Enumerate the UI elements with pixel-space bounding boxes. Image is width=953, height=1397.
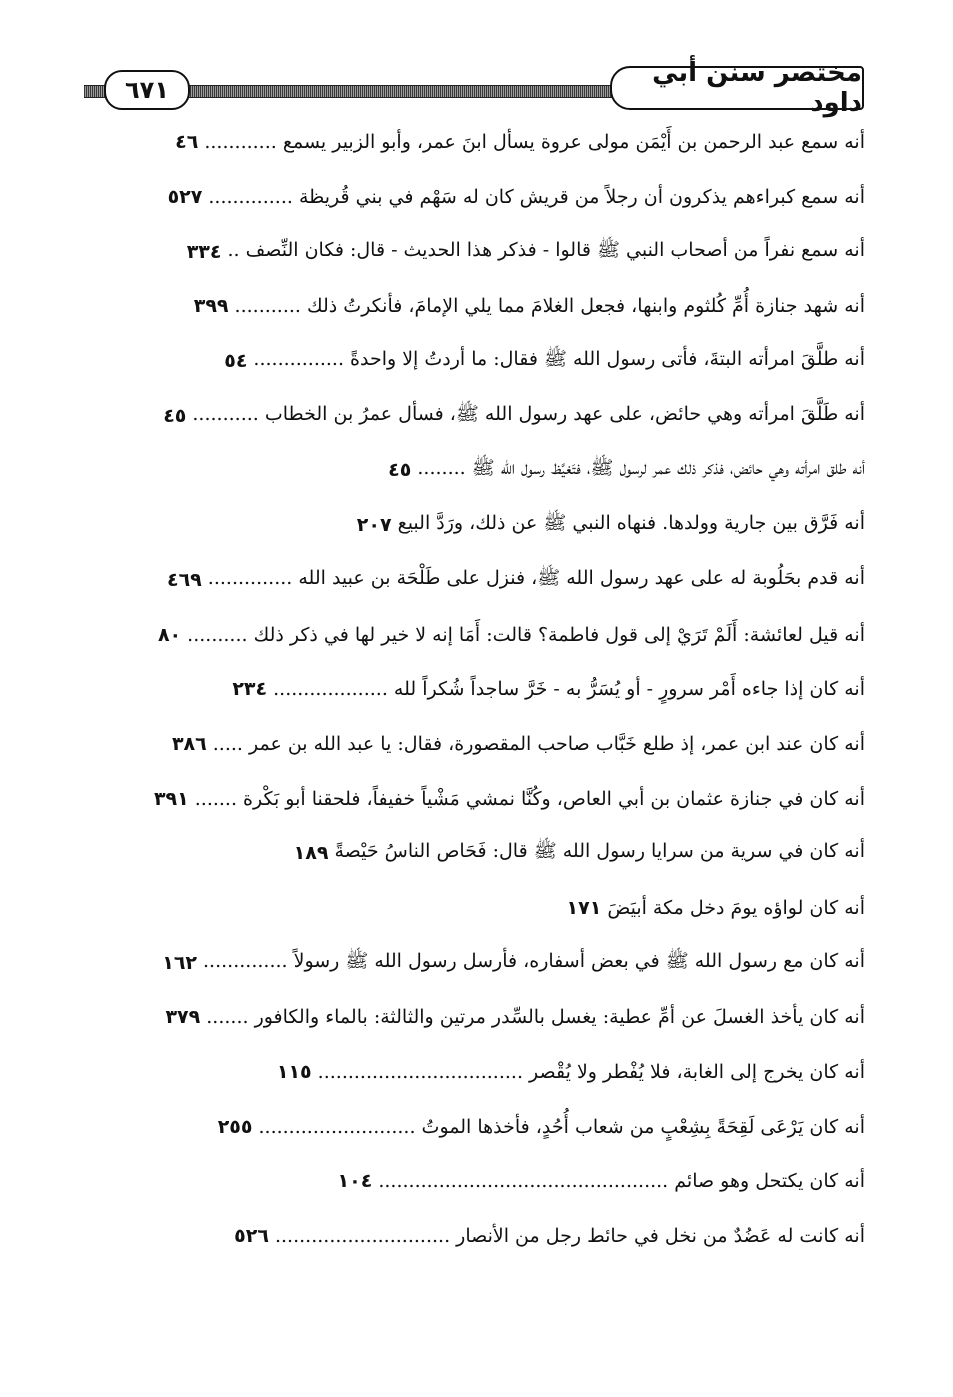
entry-page-number: ٨٠: [157, 623, 182, 646]
entry-text: أنه قدم بحَلُوبة له على عهد رسول الله ﷺ، فنزل على طَلْحَة بن عبيد الله ..............: [207, 566, 865, 589]
page-header: [84, 58, 864, 118]
entry-page-number: ١١٥: [276, 1061, 312, 1084]
index-entry: [93, 1209, 865, 1264]
entry-text: أنه كان إذا جاءه أَمْر سرورٍ - أو يُسَرُّ به - خَرَّ ساجداً شُكراً لله ...................: [273, 678, 865, 701]
entry-text: أنه سمع كبراءهم يذكرون أن رجلاً من قريش كان له سَهْم في بني قُريظة ..............: [208, 186, 865, 209]
entry-page-number: ٤٦٩: [166, 568, 202, 591]
entry-text: أنه كان يكتحل وهو صائم ................................................: [378, 1170, 865, 1193]
entry-text: أنه شهد جنازة أُمِّ كُلثوم وابنها، فجعل الغلامَ مما يلي الإمامَ، فأنكرتُ ذلك ...........: [234, 295, 865, 318]
index-entry: [93, 935, 865, 990]
entry-page-number: ٤٥: [388, 459, 412, 482]
entry-text: أنه فَرَّق بين جارية وولدها. فنهاه النبي ﷺ عن ذلك، ورَدَّ البيع: [397, 512, 865, 535]
entry-page-number: ٢٥٥: [217, 1115, 253, 1138]
entry-page-number: ٥٤: [224, 350, 248, 373]
index-entry: [93, 1154, 865, 1209]
entry-page-number: ٢٠٧: [356, 514, 392, 537]
index-entry: [93, 115, 865, 170]
entry-page-number: ٣٣٤: [186, 240, 222, 263]
entry-text: أنه كان عند ابن عمر، إذ طلع خَبَّاب صاحب المقصورة، فقال: يا عبد الله بن عمر .....: [212, 732, 865, 755]
entry-page-number: ٥٢٧: [167, 186, 203, 209]
index-entry: [93, 717, 865, 772]
entry-page-number: ٣٧٩: [165, 1006, 201, 1029]
index-entry: [93, 1045, 865, 1100]
index-entry: [93, 224, 865, 279]
index-entry: [93, 881, 865, 936]
index-entry: [93, 443, 865, 498]
index-entry: [93, 1099, 865, 1154]
entry-page-number: ٣٨٦: [171, 732, 207, 755]
index-entry: [93, 498, 865, 553]
entry-page-number: ٣٩٩: [193, 295, 229, 318]
entry-text: أنه كان يخرج إلى الغابة، فلا يُفْطر ولا يُقْصر ..................................: [317, 1061, 865, 1084]
index-entry: [93, 662, 865, 717]
index-entry: [93, 607, 865, 662]
entry-text: أنه طَلَّقَ امرأته وهي حائض، على عهد رسول الله ﷺ، فسأل عمرُ بن الخطاب ...........: [192, 402, 865, 425]
entry-text: أنه قيل لعائشة: أَلَمْ تَرَيْ إلى قول فاطمة؟ قالت: أَمَا إنه لا خير لها في ذكر ذلك ..........: [187, 623, 865, 646]
book-title: مختصر سنن أبي داود: [610, 66, 864, 110]
entry-text: أنه كان في جنازة عثمان بن أبي العاص، وكُنَّا نمشي مَشْياً خفيفاً، فلحقنا أبو بَكْرة .......: [194, 787, 865, 810]
entry-text: أنه سمع نفراً من أصحاب النبي ﷺ قالوا - فذكر هذا الحديث - قال: فكان النِّصف ..: [227, 238, 865, 261]
entry-page-number: ١٦٢: [162, 951, 198, 974]
index-entry: [93, 279, 865, 334]
entry-text: أنه كان في سرية من سرايا رسول الله ﷺ قال: فَحَاص الناسُ حَيْصةً: [334, 840, 865, 863]
hadith-index-list: [93, 115, 865, 1263]
index-entry: [93, 553, 865, 608]
entry-text: أنه كان يأخذ الغسلَ عن أمِّ عطية: يغسل بالسِّدر مرتين والثالثة: بالماء والكافور .......: [206, 1006, 865, 1029]
index-entry: [93, 990, 865, 1045]
entry-page-number: ٥٢٦: [234, 1225, 269, 1248]
entry-page-number: ١٠٤: [337, 1170, 373, 1193]
entry-text: أنه طلَّقَ امرأته البتةَ، فأتى رسول الله ﷺ فقال: ما أردتُ إلا واحدةً ...............: [253, 348, 865, 371]
entry-text: أنه طلق امرأته وهي حائض، فذكر ذلك عمر لرسول ﷺ، فتَغيَّظ رسول الله ﷺ ........: [417, 457, 865, 480]
entry-page-number: ٣٩١: [153, 787, 189, 810]
index-entry: [93, 826, 865, 881]
entry-text: أنه كان مع رسول الله ﷺ في بعض أسفاره، فأرسل رسول الله ﷺ رسولاً ..............: [203, 949, 865, 972]
entry-page-number: ٤٥: [163, 404, 187, 427]
entry-page-number: ٢٣٤: [232, 678, 268, 701]
index-entry: [93, 170, 865, 225]
entry-page-number: ١٨٩: [293, 842, 329, 865]
entry-page-number: ٤٦: [175, 131, 199, 154]
entry-text: أنه سمع عبد الرحمن بن أَيْمَن مولى عروة يسأل ابنَ عمر، وأبو الزبير يسمع ............: [204, 131, 865, 154]
entry-text: أنه كان لواؤه يومَ دخل مكة أبيَضَ: [607, 896, 865, 919]
entry-text: أنه كانت له عَضُدٌ من نخل في حائط رجل من الأنصار .............................: [274, 1225, 865, 1248]
entry-text: أنه كان يَرْعَى لَقِحَةً بِشِعْبٍ من شعاب أُحُدٍ، فأخذها الموتُ ..........................: [258, 1115, 865, 1138]
entry-page-number: ١٧١: [566, 896, 602, 919]
index-entry: [93, 388, 865, 443]
index-entry: [93, 334, 865, 389]
index-entry: [93, 771, 865, 826]
page-number: ٦٧١: [104, 70, 190, 110]
